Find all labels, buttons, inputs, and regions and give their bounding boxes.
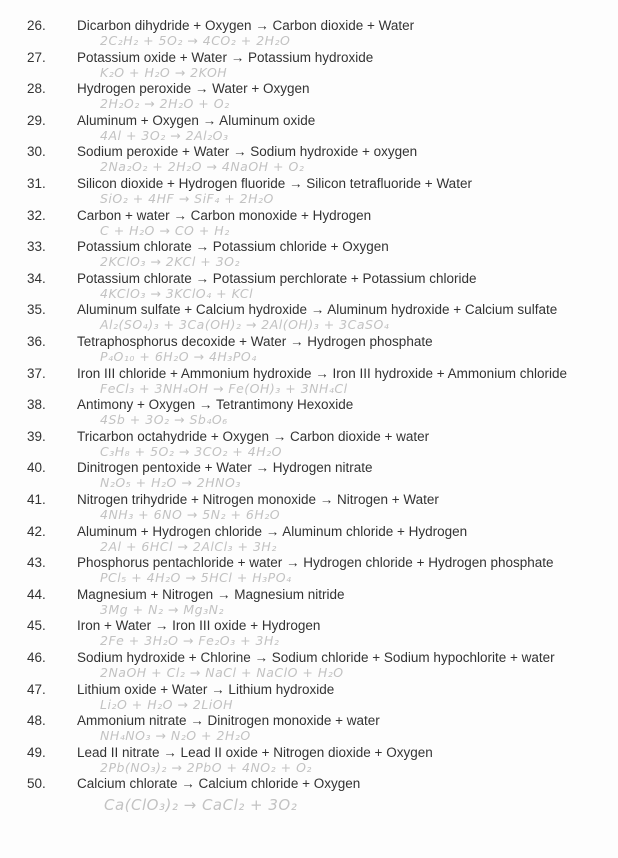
word-equation: Nitrogen trihydride + Nitrogen monoxide → Nitrogen + Water bbox=[77, 492, 439, 507]
problem-number: 31. bbox=[27, 176, 46, 191]
handwritten-answer: 3Mg + N₂ → Mg₃N₂ bbox=[100, 601, 224, 617]
handwritten-answer: 4Sb + 3O₂ → Sb₄O₆ bbox=[100, 412, 228, 428]
equation-row bbox=[0, 142, 618, 174]
word-equation: Potassium oxide + Water → Potassium hydroxide bbox=[77, 49, 374, 65]
problem-number: 33. bbox=[27, 239, 46, 255]
word-equation: Iron III chloride + Ammonium hydroxide → Iron III hydroxide + Ammonium chloride bbox=[77, 365, 567, 381]
handwritten-answer: 2Al + 6HCl → 2AlCl₃ + 3H₂ bbox=[100, 538, 277, 554]
word-equation: Potassium chlorate → Potassium chloride + Oxygen bbox=[77, 239, 389, 255]
equation-row bbox=[0, 269, 618, 301]
handwritten-answer: 2Fe + 3H₂O → Fe₂O₃ + 3H₂ bbox=[100, 633, 280, 649]
word-equation: Calcium chlorate → Calcium chloride + Oxygen bbox=[77, 776, 361, 792]
problem-number: 45. bbox=[27, 618, 46, 634]
word-equation: Lead II nitrate → Lead II oxide + Nitrogen dioxide + Oxygen bbox=[77, 744, 433, 760]
handwritten-answer: 4NH₃ + 6NO → 5N₂ + 6H₂O bbox=[100, 507, 281, 522]
problem-number: 28. bbox=[27, 81, 46, 97]
equation-row bbox=[0, 680, 618, 712]
equation-row bbox=[0, 332, 618, 364]
handwritten-answer: PCl₅ + 4H₂O → 5HCl + H₃PO₄ bbox=[100, 570, 292, 586]
word-equation: Sodium peroxide + Water → Sodium hydroxide + oxygen bbox=[77, 144, 418, 160]
problem-number: 42. bbox=[27, 523, 46, 539]
problem-number: 29. bbox=[27, 112, 46, 128]
word-equation: Aluminum sulfate + Calcium hydroxide → Aluminum hydroxide + Calcium sulfate bbox=[77, 302, 558, 318]
problem-number: 43. bbox=[27, 555, 46, 571]
problem-number: 36. bbox=[27, 334, 46, 349]
equation-row bbox=[0, 616, 618, 648]
equation-row bbox=[0, 206, 618, 238]
handwritten-answer: Li₂O + H₂O → 2LiOH bbox=[100, 696, 234, 712]
handwritten-answer: 2KClO₃ → 2KCl + 3O₂ bbox=[100, 254, 241, 270]
handwritten-answer: 2NaOH + Cl₂ → NaCl + NaClO + H₂O bbox=[100, 665, 344, 680]
problem-number: 44. bbox=[27, 586, 46, 602]
equation-row bbox=[0, 585, 618, 617]
problem-number: 27. bbox=[27, 49, 46, 65]
word-equation: Ammonium nitrate → Dinitrogen monoxide + water bbox=[77, 713, 380, 729]
word-equation: Dinitrogen pentoxide + Water → Hydrogen nitrate bbox=[77, 460, 373, 476]
problem-number: 32. bbox=[27, 207, 46, 223]
problem-number: 26. bbox=[27, 18, 46, 33]
handwritten-answer: 2Na₂O₂ + 2H₂O → 4NaOH + O₂ bbox=[100, 159, 305, 175]
problem-number: 50. bbox=[27, 776, 46, 792]
handwritten-answer: C₃H₈ + 5O₂ → 3CO₂ + 4H₂O bbox=[100, 443, 282, 459]
equation-row bbox=[0, 522, 618, 554]
word-equation: Aluminum + Oxygen → Aluminum oxide bbox=[77, 112, 316, 128]
equation-row bbox=[0, 711, 618, 743]
handwritten-answer: K₂O + H₂O → 2KOH bbox=[100, 64, 228, 80]
word-equation: Lithium oxide + Water → Lithium hydroxide bbox=[77, 681, 335, 697]
handwritten-answer: N₂O₅ + H₂O → 2HNO₃ bbox=[100, 475, 241, 491]
equation-row bbox=[0, 743, 618, 775]
equation-row bbox=[0, 300, 618, 332]
problem-number: 35. bbox=[27, 302, 46, 318]
problem-number: 46. bbox=[27, 650, 46, 665]
word-equation: Silicon dioxide + Hydrogen fluoride → Silicon tetrafluoride + Water bbox=[77, 176, 472, 191]
handwritten-answer: Ca(ClO₃)₂ → CaCl₂ + 3O₂ bbox=[104, 796, 298, 815]
equation-row bbox=[0, 237, 618, 269]
handwritten-answer: SiO₂ + 4HF → SiF₄ + 2H₂O bbox=[100, 191, 274, 206]
handwritten-answer: P₄O₁₀ + 6H₂O → 4H₃PO₄ bbox=[100, 349, 257, 364]
handwritten-answer: NH₄NO₃ → N₂O + 2H₂O bbox=[100, 728, 251, 744]
problem-number: 47. bbox=[27, 681, 46, 697]
problem-number: 37. bbox=[27, 365, 46, 381]
handwritten-answer: 2Pb(NO₃)₂ → 2PbO + 4NO₂ + O₂ bbox=[100, 759, 312, 775]
word-equation: Magnesium + Nitrogen → Magnesium nitride bbox=[77, 586, 345, 602]
word-equation: Aluminum + Hydrogen chloride → Aluminum chloride + Hydrogen bbox=[77, 523, 468, 539]
handwritten-answer: 4Al + 3O₂ → 2Al₂O₃ bbox=[100, 127, 229, 143]
word-equation: Phosphorus pentachloride + water → Hydrogen chloride + Hydrogen phosphate bbox=[77, 555, 554, 571]
problem-number: 40. bbox=[27, 460, 46, 476]
equation-row bbox=[0, 490, 618, 522]
problem-number: 49. bbox=[27, 744, 46, 760]
word-equation: Dicarbon dihydride + Oxygen → Carbon dioxide + Water bbox=[77, 18, 415, 33]
handwritten-answer: C + H₂O → CO + H₂ bbox=[100, 222, 230, 238]
equation-row bbox=[0, 16, 618, 48]
problem-number: 48. bbox=[27, 713, 46, 729]
problem-number: 30. bbox=[27, 144, 46, 160]
handwritten-answer: Al₂(SO₄)₃ + 3Ca(OH)₂ → 2Al(OH)₃ + 3CaSO₄ bbox=[100, 317, 390, 333]
handwritten-answer: FeCl₃ + 3NH₄OH → Fe(OH)₃ + 3NH₄Cl bbox=[100, 380, 348, 396]
problem-number: 41. bbox=[27, 492, 46, 507]
handwritten-answer: 2C₂H₂ + 5O₂ → 4CO₂ + 2H₂O bbox=[100, 33, 291, 48]
problem-number: 38. bbox=[27, 397, 46, 413]
equation-row bbox=[0, 648, 618, 680]
problem-number: 34. bbox=[27, 270, 46, 286]
handwritten-answer: 4KClO₃ → 3KClO₄ + KCl bbox=[100, 285, 254, 301]
word-equation: Potassium chlorate → Potassium perchlorate + Potassium chloride bbox=[77, 270, 477, 286]
word-equation: Antimony + Oxygen → Tetrantimony Hexoxide bbox=[77, 397, 354, 413]
equation-row bbox=[0, 111, 618, 143]
equation-row bbox=[0, 458, 618, 490]
equation-row bbox=[0, 48, 618, 80]
word-equation: Tricarbon octahydride + Oxygen → Carbon dioxide + water bbox=[77, 428, 430, 444]
equation-row bbox=[0, 364, 618, 396]
equation-row bbox=[0, 427, 618, 459]
equation-row bbox=[0, 395, 618, 427]
equation-row bbox=[0, 174, 618, 206]
handwritten-answer: 2H₂O₂ → 2H₂O + O₂ bbox=[100, 96, 230, 112]
word-equation: Tetraphosphorus decoxide + Water → Hydrogen phosphate bbox=[77, 334, 433, 349]
word-equation: Sodium hydroxide + Chlorine → Sodium chloride + Sodium hypochlorite + water bbox=[77, 650, 555, 665]
equation-row bbox=[0, 774, 618, 815]
word-equation: Iron + Water → Iron III oxide + Hydrogen bbox=[77, 618, 321, 634]
problem-number: 39. bbox=[27, 428, 46, 444]
equation-row bbox=[0, 553, 618, 585]
equation-row bbox=[0, 79, 618, 111]
word-equation: Hydrogen peroxide → Water + Oxygen bbox=[77, 81, 310, 97]
word-equation: Carbon + water → Carbon monoxide + Hydrogen bbox=[77, 207, 372, 223]
